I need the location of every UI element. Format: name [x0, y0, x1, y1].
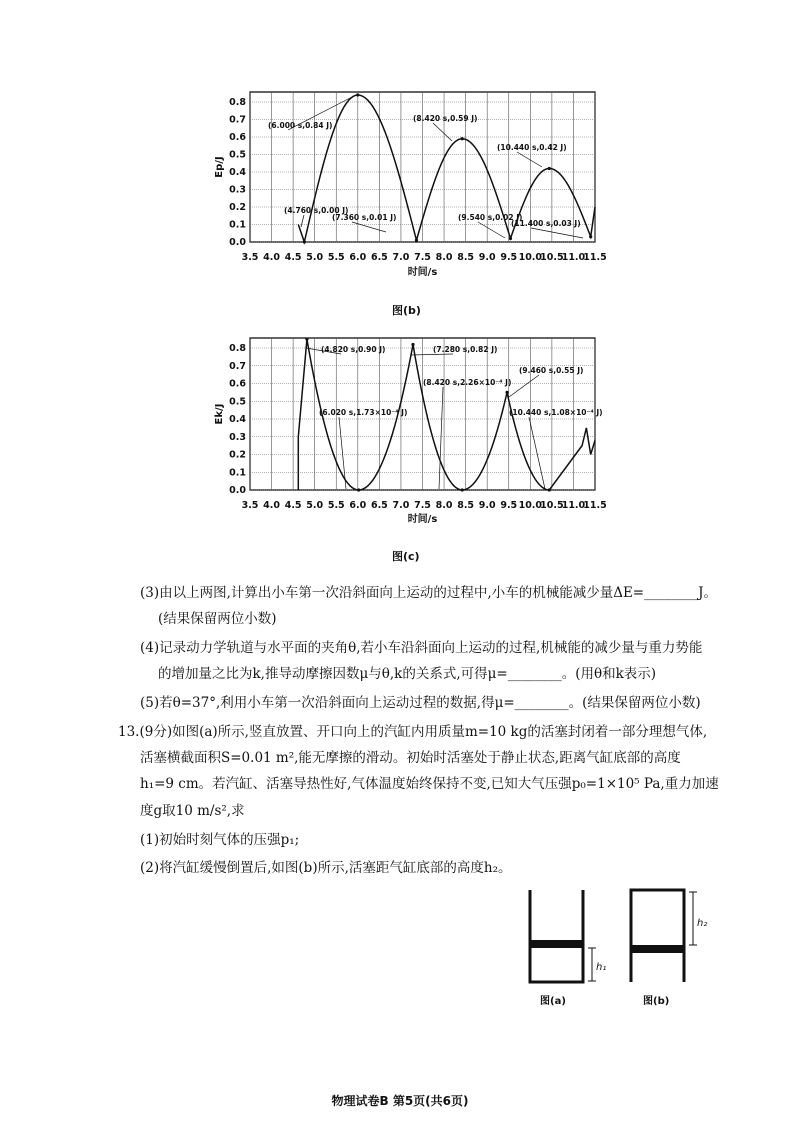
question-3-line-2: (结果保留两位小数): [158, 611, 277, 627]
annotation-arrow: [509, 375, 539, 397]
page-footer: 物理试卷B 第5页(共6页): [331, 1094, 469, 1108]
annotation-label: (8.420 s,0.59 J): [413, 114, 478, 123]
annotation-label: (10.440 s,1.08×10⁻⁴ J): [509, 408, 603, 417]
annotation-arrow: [411, 354, 453, 355]
x-tick-label: 5.5: [327, 500, 345, 511]
x-tick-label: 4.5: [284, 500, 302, 511]
question-13-line-2: 活塞横截面积S=0.01 m²,能无摩擦的滑动。初始时活塞处于静止状态,距离气缸底部的高度: [140, 750, 681, 766]
y-tick-label: 0.0: [229, 485, 246, 496]
x-tick-label: 6.5: [370, 500, 388, 511]
data-point: [461, 137, 464, 140]
x-tick-label: 8.5: [457, 500, 475, 511]
piston-b: [632, 945, 683, 953]
y-tick-label: 0.1: [229, 219, 246, 231]
annotation-label: (6.000 s,0.84 J): [268, 121, 333, 130]
x-tick-label: 8.5: [457, 252, 475, 263]
x-tick-label: 7.5: [414, 252, 431, 263]
chart-b: [214, 92, 607, 278]
question-4-line-2: 的增加量之比为k,推导动摩擦因数μ与θ,k的关系式,可得μ=________。(用θ和k表示): [158, 666, 657, 682]
data-point: [415, 239, 418, 242]
annotation-arrow: [301, 215, 304, 227]
x-tick-label: 3.5: [241, 500, 259, 511]
annotation-arrow: [531, 228, 583, 238]
y-tick-label: 0.6: [229, 132, 246, 143]
y-tick-label: 0.5: [229, 396, 246, 408]
x-tick-label: 4.0: [263, 252, 280, 263]
chart-c: [214, 338, 607, 525]
x-tick-label: 4.0: [263, 500, 280, 511]
data-point: [303, 240, 306, 243]
h2-label: h₂: [697, 918, 708, 929]
annotation-label: (10.440 s,0.42 J): [497, 143, 567, 152]
x-tick-label: 5.0: [306, 500, 324, 511]
y-axis-label: Ep/J: [214, 156, 225, 178]
y-tick-label: 0.1: [229, 467, 246, 479]
annotation-label: (7.280 s,0.82 J): [433, 345, 498, 354]
y-tick-label: 0.2: [229, 202, 246, 213]
annotation-label: (8.420 s,2.26×10⁻⁴ J): [423, 378, 512, 387]
x-tick-label: 4.5: [284, 252, 302, 263]
x-tick-label: 9.0: [478, 252, 496, 263]
annotation-arrow: [339, 417, 346, 489]
diagram-a-label: 图(a): [540, 996, 566, 1007]
annotation-label: (4.760 s,0.00 J): [284, 206, 349, 215]
x-tick-label: 8.0: [435, 252, 453, 263]
annotation-label: (9.540 s,0.02 J): [458, 213, 523, 222]
annotation-label: (7.360 s,0.01 J): [332, 213, 397, 222]
data-point: [505, 391, 508, 394]
data-point: [356, 93, 359, 96]
x-tick-label: 7.5: [414, 500, 431, 511]
x-tick-label: 8.0: [435, 500, 453, 511]
x-tick-label: 9.0: [478, 500, 496, 511]
x-tick-label: 9.5: [500, 500, 518, 511]
x-tick-label: 5.0: [306, 252, 324, 263]
x-tick-label: 11.0: [561, 252, 586, 263]
y-tick-label: 0.6: [229, 378, 246, 390]
data-point: [548, 488, 551, 491]
y-tick-label: 0.3: [229, 431, 246, 443]
cylinder-diagram: [0, 880, 800, 1020]
piston-a: [531, 940, 582, 948]
diagram-b-label: 图(b): [643, 996, 670, 1007]
data-point: [509, 237, 512, 240]
y-tick-label: 0.2: [229, 449, 246, 461]
annotation-label: (6.020 s,1.73×10⁻⁴ J): [319, 408, 408, 417]
question-13-line-4: 度g取10 m/s²,求: [140, 803, 245, 819]
x-tick-label: 10.5: [540, 500, 564, 511]
h1-label: h₁: [596, 962, 607, 973]
y-tick-label: 0.8: [229, 97, 246, 108]
x-tick-label: 11.5: [583, 252, 607, 263]
y-tick-label: 0.0: [229, 237, 246, 248]
x-tick-label: 5.5: [327, 252, 345, 263]
x-tick-label: 7.0: [392, 500, 410, 511]
y-tick-label: 0.4: [229, 414, 246, 425]
x-tick-label: 9.5: [500, 252, 518, 263]
x-axis-label: 时间/s: [407, 514, 438, 525]
annotation-arrow: [352, 222, 386, 232]
y-tick-label: 0.3: [229, 184, 246, 196]
x-tick-label: 3.5: [241, 252, 259, 263]
data-point: [357, 488, 360, 491]
chart-c-caption: 图(c): [392, 550, 420, 563]
annotation-arrow: [439, 387, 443, 489]
cylinder-a: [529, 890, 607, 982]
annotation-label: (4.820 s,0.90 J): [321, 345, 386, 354]
x-tick-label: 10.0: [518, 500, 543, 511]
x-tick-label: 11.5: [583, 500, 607, 511]
data-point: [589, 235, 592, 238]
question-5-line-1: (5)若θ=37°,利用小车第一次沿斜面向上运动过程的数据,得μ=________。(结果保留两位小数): [140, 695, 701, 711]
x-tick-label: 6.0: [349, 252, 367, 263]
x-tick-label: 11.0: [561, 500, 586, 511]
data-point: [411, 343, 414, 346]
x-tick-label: 10.0: [518, 252, 543, 263]
annotation-label: (11.400 s,0.03 J): [511, 219, 581, 228]
y-tick-label: 0.8: [229, 343, 246, 354]
data-point: [305, 338, 308, 341]
data-point: [548, 167, 551, 170]
question-13-sub-1: (1)初始时刻气体的压强p₁;: [140, 832, 300, 848]
annotation-arrow: [433, 123, 452, 141]
x-axis-label: 时间/s: [407, 267, 438, 278]
x-tick-label: 10.5: [540, 252, 564, 263]
y-axis-label: Ek/J: [214, 403, 225, 425]
question-13-sub-2: (2)将汽缸缓慢倒置后,如图(b)所示,活塞距气缸底部的高度h₂。: [140, 860, 512, 876]
question-3-line-1: (3)由以上两图,计算出小车第一次沿斜面向上运动的过程中,小车的机械能减少量ΔE=________J。: [140, 585, 718, 601]
x-tick-label: 6.5: [370, 252, 388, 263]
annotation-arrow: [529, 417, 545, 489]
x-tick-label: 7.0: [392, 252, 410, 263]
y-tick-label: 0.4: [229, 167, 246, 178]
y-tick-label: 0.7: [229, 360, 246, 372]
annotation-label: (9.460 s,0.55 J): [519, 366, 584, 375]
y-tick-label: 0.5: [229, 149, 246, 161]
question-13-line-1: 13.(9分)如图(a)所示,竖直放置、开口向上的汽缸内用质量m=10 kg的活塞封闭着一部分理想气体,: [118, 724, 708, 740]
question-4-line-1: (4)记录动力学轨道与水平面的夹角θ,若小车沿斜面向上运动的过程,机械能的减少量与重力势能: [140, 640, 703, 656]
cylinder-b: [630, 890, 708, 982]
question-13-line-3: h₁=9 cm。若汽缸、活塞导热性好,气体温度始终保持不变,已知大气压强p₀=1×10⁵ Pa,重力加速: [140, 776, 719, 792]
x-tick-label: 6.0: [349, 500, 367, 511]
chart-b-caption: 图(b): [392, 304, 421, 317]
data-point: [461, 488, 464, 491]
y-tick-label: 0.7: [229, 114, 246, 126]
